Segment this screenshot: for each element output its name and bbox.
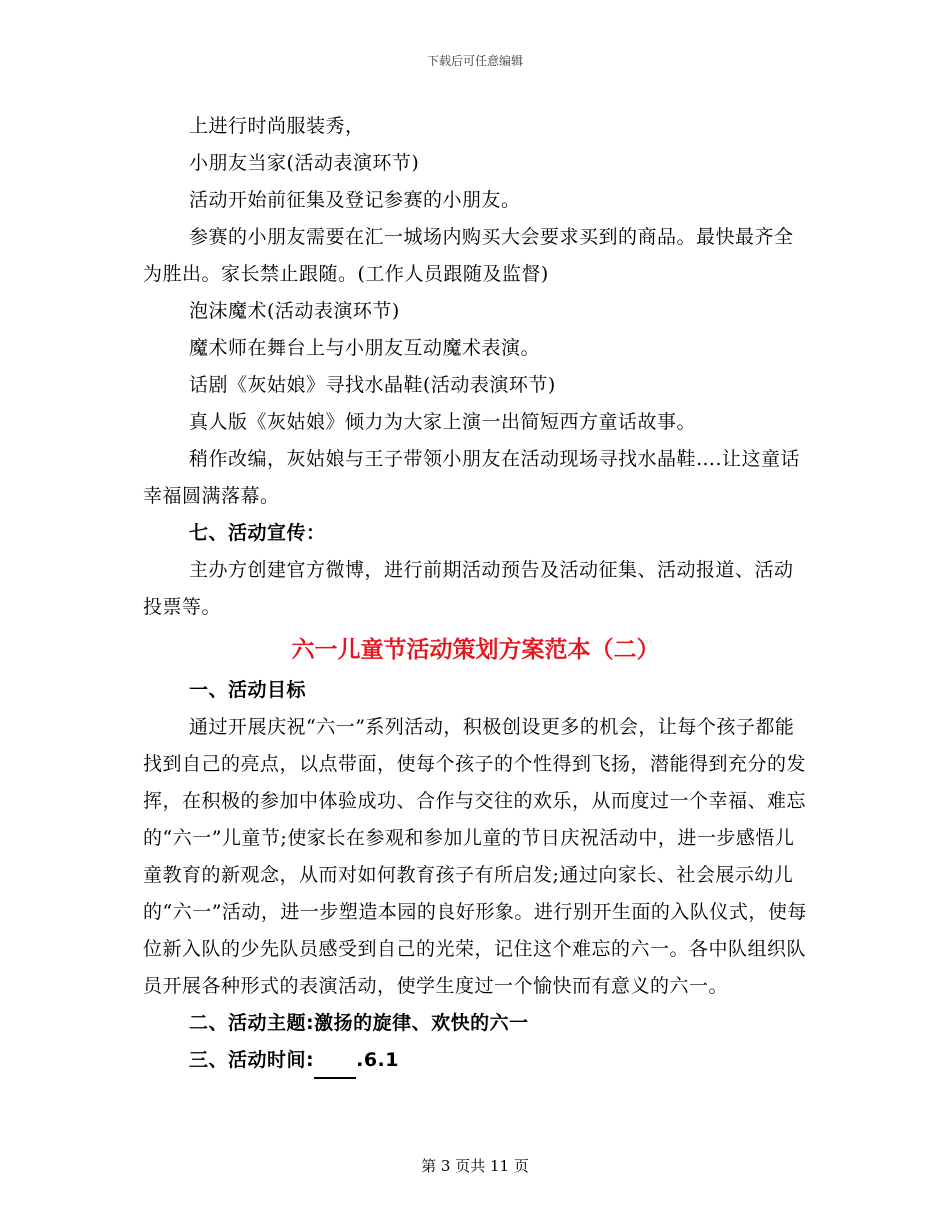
paragraph: 上进行时尚服装秀， bbox=[189, 115, 365, 137]
paragraph: 真人版《灰姑娘》倾力为大家上演一出简短西方童话故事。 bbox=[189, 411, 697, 433]
paragraph: 参赛的小朋友需要在汇一城场内购买大会要求买到的商品。最快最齐全为胜出。家长禁止跟随。(工作人员跟随及监督) bbox=[143, 226, 794, 285]
paragraph: 魔术师在舞台上与小朋友互动魔术表演。 bbox=[189, 337, 541, 359]
time-label: 三、活动时间: bbox=[189, 1049, 315, 1071]
heading-theme: 二、活动主题:激扬的旋律、欢快的六一 bbox=[189, 1012, 529, 1034]
paragraph: 主办方创建官方微博，进行前期活动预告及活动征集、活动报道、活动投票等。 bbox=[143, 559, 794, 618]
page-number: 第 3 页共 11 页 bbox=[421, 1157, 529, 1175]
time-value: .6.1 bbox=[356, 1049, 399, 1071]
document-body bbox=[143, 108, 808, 1079]
paragraph-goal: 通过开展庆祝“六一”系列活动，积极创设更多的机会，让每个孩子都能找到自己的亮点，以点带面，使每个孩子的个性得到飞扬，潜能得到充分的发挥，在积极的参加中体验成功、合作与交往的欢乐，从而度过一个幸福、难忘的“六一”儿童节;使家长在参观和参加儿童的节日庆祝活动中，进一步感悟儿童教育的新观念，从而对如何教育孩子有所启发;通过向家长、社会展示幼儿的“六一”活动，进一步塑造本园的良好形象。进行别开生面的入队仪式，使每位新入队的少先队员感受到自己的光荣，记住这个难忘的六一。各中队组织队员开展各种形式的表演活动，使学生度过一个愉快而有意义的六一。 bbox=[143, 716, 807, 997]
paragraph: 活动开始前征集及登记参赛的小朋友。 bbox=[189, 189, 521, 211]
heading-time bbox=[143, 1042, 808, 1079]
paragraph: 小朋友当家(活动表演环节) bbox=[189, 152, 420, 174]
heading-goal: 一、活动目标 bbox=[189, 679, 307, 701]
heading-publicity: 七、活动宣传： bbox=[189, 522, 326, 544]
page-header-note: 下载后可任意编辑 bbox=[426, 54, 523, 68]
section-title: 六一儿童节活动策划方案范本（二） bbox=[291, 637, 660, 663]
paragraph: 泡沫魔术(活动表演环节) bbox=[189, 300, 400, 322]
paragraph: 话剧《灰姑娘》寻找水晶鞋(活动表演环节) bbox=[189, 374, 556, 396]
paragraph: 稍作改编，灰姑娘与王子带领小朋友在活动现场寻找水晶鞋….让这童话幸福圆满落幕。 bbox=[143, 448, 801, 507]
blank-underline bbox=[314, 1055, 356, 1079]
